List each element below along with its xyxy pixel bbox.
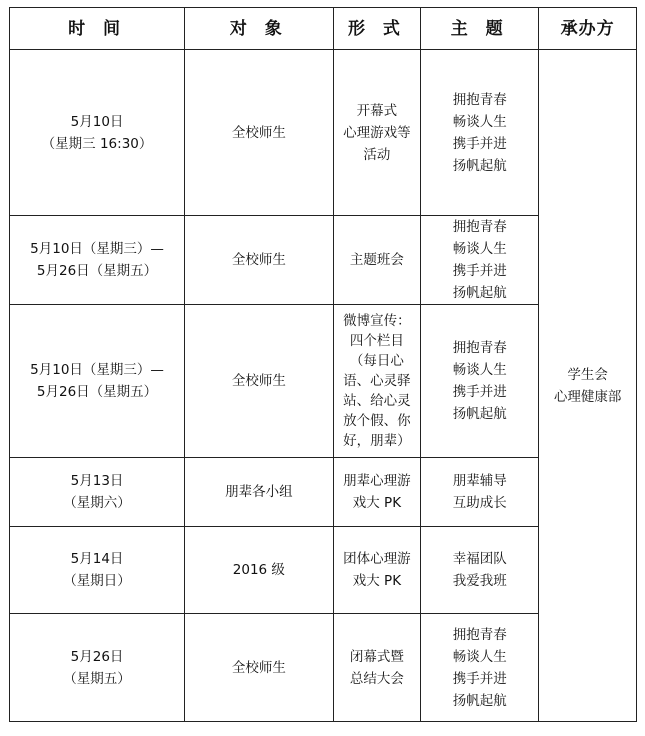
form-cell: 闭幕式暨 总结大会 bbox=[333, 614, 421, 722]
form-cell: 朋辈心理游 戏大 PK bbox=[333, 458, 421, 527]
header-theme: 主 题 bbox=[421, 8, 539, 50]
theme-cell: 拥抱青春 畅谈人生 携手并进 扬帆起航 bbox=[421, 305, 539, 458]
theme-cell: 拥抱青春 畅谈人生 携手并进 扬帆起航 bbox=[421, 216, 539, 305]
time-cell: 5月14日 （星期日） bbox=[10, 527, 185, 614]
time-cell: 5月10日（星期三）— 5月26日（星期五） bbox=[10, 216, 185, 305]
theme-cell: 拥抱青春 畅谈人生 携手并进 扬帆起航 bbox=[421, 50, 539, 216]
time-cell: 5月10日 （星期三 16:30） bbox=[10, 50, 185, 216]
time-cell: 5月10日（星期三）— 5月26日（星期五） bbox=[10, 305, 185, 458]
theme-cell: 朋辈辅导 互助成长 bbox=[421, 458, 539, 527]
target-cell: 2016 级 bbox=[185, 527, 334, 614]
form-cell: 主题班会 bbox=[333, 216, 421, 305]
time-cell: 5月13日 （星期六） bbox=[10, 458, 185, 527]
target-cell: 全校师生 bbox=[185, 216, 334, 305]
theme-cell: 幸福团队 我爱我班 bbox=[421, 527, 539, 614]
target-cell: 全校师生 bbox=[185, 614, 334, 722]
target-cell: 朋辈各小组 bbox=[185, 458, 334, 527]
form-cell: 微博宣传： 四个栏目 （每日心 语、心灵驿 站、给心灵 放个假、你 好，朋辈） bbox=[333, 305, 421, 458]
form-cell: 开幕式 心理游戏等 活动 bbox=[333, 50, 421, 216]
form-cell: 团体心理游 戏大 PK bbox=[333, 527, 421, 614]
header-form: 形 式 bbox=[333, 8, 421, 50]
header-target: 对 象 bbox=[185, 8, 334, 50]
target-cell: 全校师生 bbox=[185, 50, 334, 216]
organizer-cell: 学生会 心理健康部 bbox=[539, 50, 637, 722]
header-organizer: 承办方 bbox=[539, 8, 637, 50]
header-time: 时 间 bbox=[10, 8, 185, 50]
theme-cell: 拥抱青春 畅谈人生 携手并进 扬帆起航 bbox=[421, 614, 539, 722]
schedule-table bbox=[9, 7, 637, 722]
target-cell: 全校师生 bbox=[185, 305, 334, 458]
table-row bbox=[10, 50, 637, 216]
header-row bbox=[10, 8, 637, 50]
time-cell: 5月26日 （星期五） bbox=[10, 614, 185, 722]
